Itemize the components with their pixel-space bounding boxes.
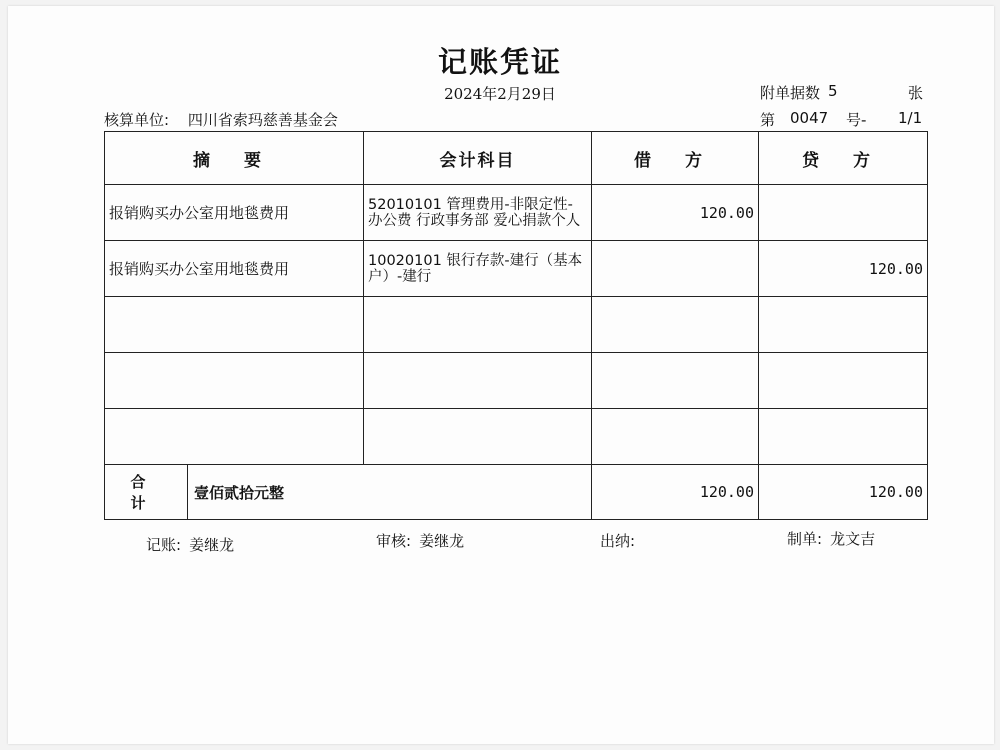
row-account: 52010101 管理费用-非限定性-办公费 行政事务部 爱心捐款个人	[364, 185, 592, 241]
footer-cashier	[600, 530, 643, 551]
total-credit: 120.00	[759, 465, 928, 520]
reviewer-label: 审核:	[376, 532, 412, 550]
accounting-unit-label: 核算单位:	[104, 111, 170, 129]
row-summary	[105, 409, 364, 465]
voucher-table	[104, 131, 928, 520]
voucher-page: 1/1	[898, 109, 923, 127]
header-summary: 摘 要	[105, 132, 364, 185]
row-credit: 120.00	[759, 241, 928, 297]
row-summary: 报销购买办公室用地毯费用	[105, 241, 364, 297]
row-credit	[759, 409, 928, 465]
header-account: 会计科目	[364, 132, 592, 185]
voucher-number-value: 0047	[790, 109, 829, 127]
cashier-label: 出纳:	[600, 532, 636, 550]
header-debit: 借 方	[592, 132, 759, 185]
attachments-label: 附单据数	[760, 84, 821, 102]
total-debit: 120.00	[592, 465, 759, 520]
row-credit	[759, 185, 928, 241]
bookkeeper-name: 姜继龙	[189, 536, 235, 554]
row-debit	[592, 409, 759, 465]
accounting-unit-value: 四川省索玛慈善基金会	[187, 111, 338, 129]
row-account	[364, 353, 592, 409]
total-label: 合 计	[105, 465, 188, 519]
row-credit	[759, 297, 928, 353]
total-amount-words: 壹佰贰拾元整	[194, 483, 285, 502]
preparer-label: 制单:	[787, 530, 823, 548]
reviewer-name: 姜继龙	[419, 532, 465, 550]
row-summary	[105, 353, 364, 409]
attachments-number: 5	[828, 82, 838, 100]
row-summary: 报销购买办公室用地毯费用	[105, 185, 364, 241]
header-credit: 贷 方	[759, 132, 928, 185]
preparer-name: 龙文吉	[830, 530, 876, 548]
row-credit	[759, 353, 928, 409]
row-debit	[592, 241, 759, 297]
table-row	[105, 241, 928, 297]
table-row	[105, 297, 928, 353]
voucher-date: 2024年2月29日	[444, 85, 556, 103]
voucher-number-prefix: 第	[760, 111, 776, 129]
voucher-number-suffix: 号-	[846, 111, 867, 129]
total-row	[105, 465, 928, 520]
row-account: 10020101 银行存款-建行（基本户）-建行	[364, 241, 592, 297]
footer-bookkeeper	[146, 534, 234, 555]
table-row	[105, 185, 928, 241]
row-debit: 120.00	[592, 185, 759, 241]
row-account	[364, 297, 592, 353]
accounting-unit	[104, 109, 338, 130]
row-debit	[592, 297, 759, 353]
total-cell	[105, 465, 592, 520]
bookkeeper-label: 记账:	[146, 536, 182, 554]
table-header-row	[105, 132, 928, 185]
attachments-suffix: 张	[908, 84, 924, 102]
footer-reviewer	[376, 530, 464, 551]
table-row	[105, 409, 928, 465]
row-debit	[592, 353, 759, 409]
row-summary	[105, 297, 364, 353]
footer-preparer	[787, 528, 875, 549]
table-row	[105, 353, 928, 409]
voucher-title: 记账凭证	[437, 45, 562, 79]
row-account	[364, 409, 592, 465]
